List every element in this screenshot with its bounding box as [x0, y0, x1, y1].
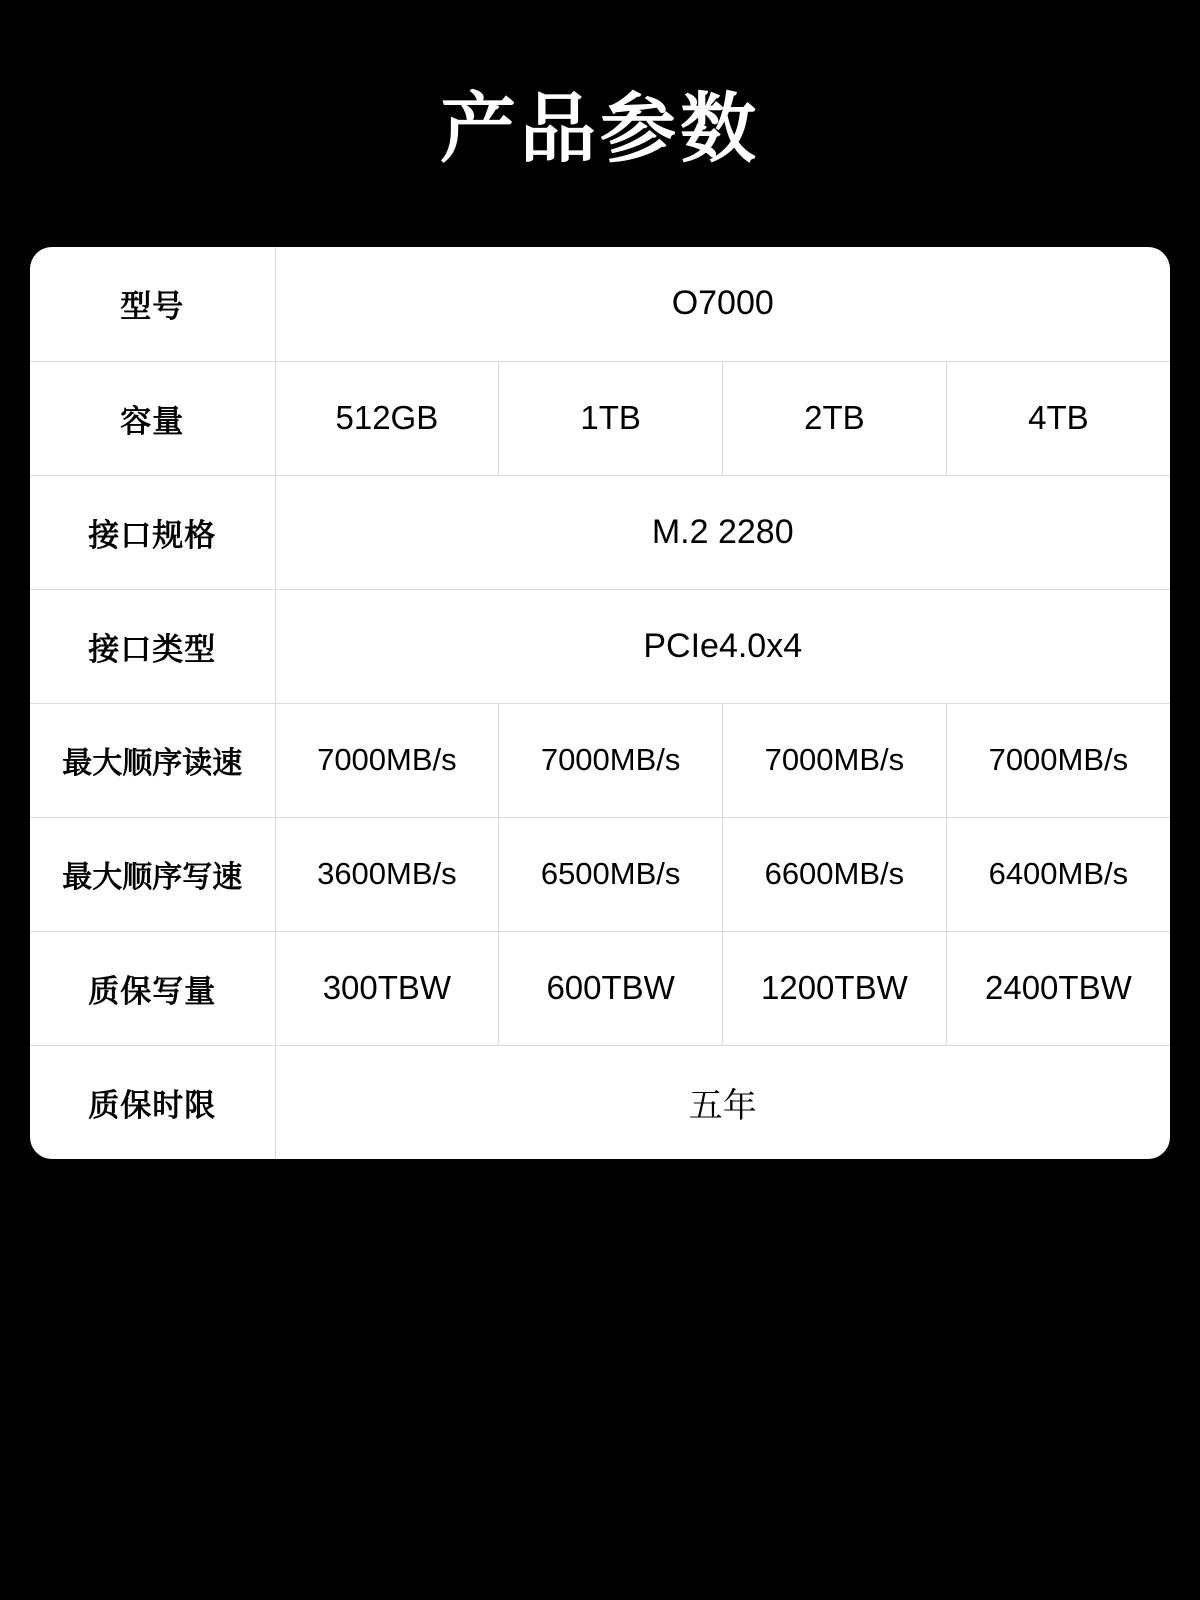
row-value-max-write-3: 6600MB/s: [723, 817, 947, 931]
row-value-endurance-3: 1200TBW: [723, 931, 947, 1045]
row-value-max-read-3: 7000MB/s: [723, 703, 947, 817]
row-value-max-write-2: 6500MB/s: [499, 817, 723, 931]
table-row: [30, 361, 1170, 475]
row-value-capacity-1: 512GB: [275, 361, 499, 475]
row-label-model: 型号: [30, 247, 275, 361]
row-label-warranty: 质保时限: [30, 1045, 275, 1159]
row-value-max-read-4: 7000MB/s: [946, 703, 1170, 817]
page-title: 产品参数: [440, 87, 760, 172]
table-row: [30, 589, 1170, 703]
row-value-warranty: 五年: [688, 1086, 757, 1125]
row-value-model: O7000: [275, 247, 1170, 361]
row-value-capacity-4: 4TB: [946, 361, 1170, 475]
row-label-interface-type: 接口类型: [30, 589, 275, 703]
table-row: [30, 703, 1170, 817]
row-value-endurance-4: 2400TBW: [946, 931, 1170, 1045]
row-label-max-read: 最大顺序读速: [30, 703, 275, 817]
table-row: [30, 475, 1170, 589]
table-row: [30, 247, 1170, 361]
spec-table: [30, 247, 1170, 1159]
spec-card: [30, 247, 1170, 1159]
row-label-capacity: 容量: [30, 361, 275, 475]
row-value-endurance-2: 600TBW: [499, 931, 723, 1045]
row-value-form-factor: M.2 2280: [275, 475, 1170, 589]
table-row: [30, 817, 1170, 931]
row-value-max-write-4: 6400MB/s: [946, 817, 1170, 931]
row-value-endurance-1: 300TBW: [275, 931, 499, 1045]
row-label-endurance: 质保写量: [30, 931, 275, 1045]
row-value-interface-type: PCIe4.0x4: [275, 589, 1170, 703]
table-row: [30, 931, 1170, 1045]
row-value-max-write-1: 3600MB/s: [275, 817, 499, 931]
row-value-max-read-2: 7000MB/s: [499, 703, 723, 817]
row-value-capacity-2: 1TB: [499, 361, 723, 475]
row-label-max-write: 最大顺序写速: [30, 817, 275, 931]
row-label-form-factor: 接口规格: [30, 475, 275, 589]
row-value-capacity-3: 2TB: [723, 361, 947, 475]
row-value-max-read-1: 7000MB/s: [275, 703, 499, 817]
table-row: [30, 1045, 1170, 1159]
